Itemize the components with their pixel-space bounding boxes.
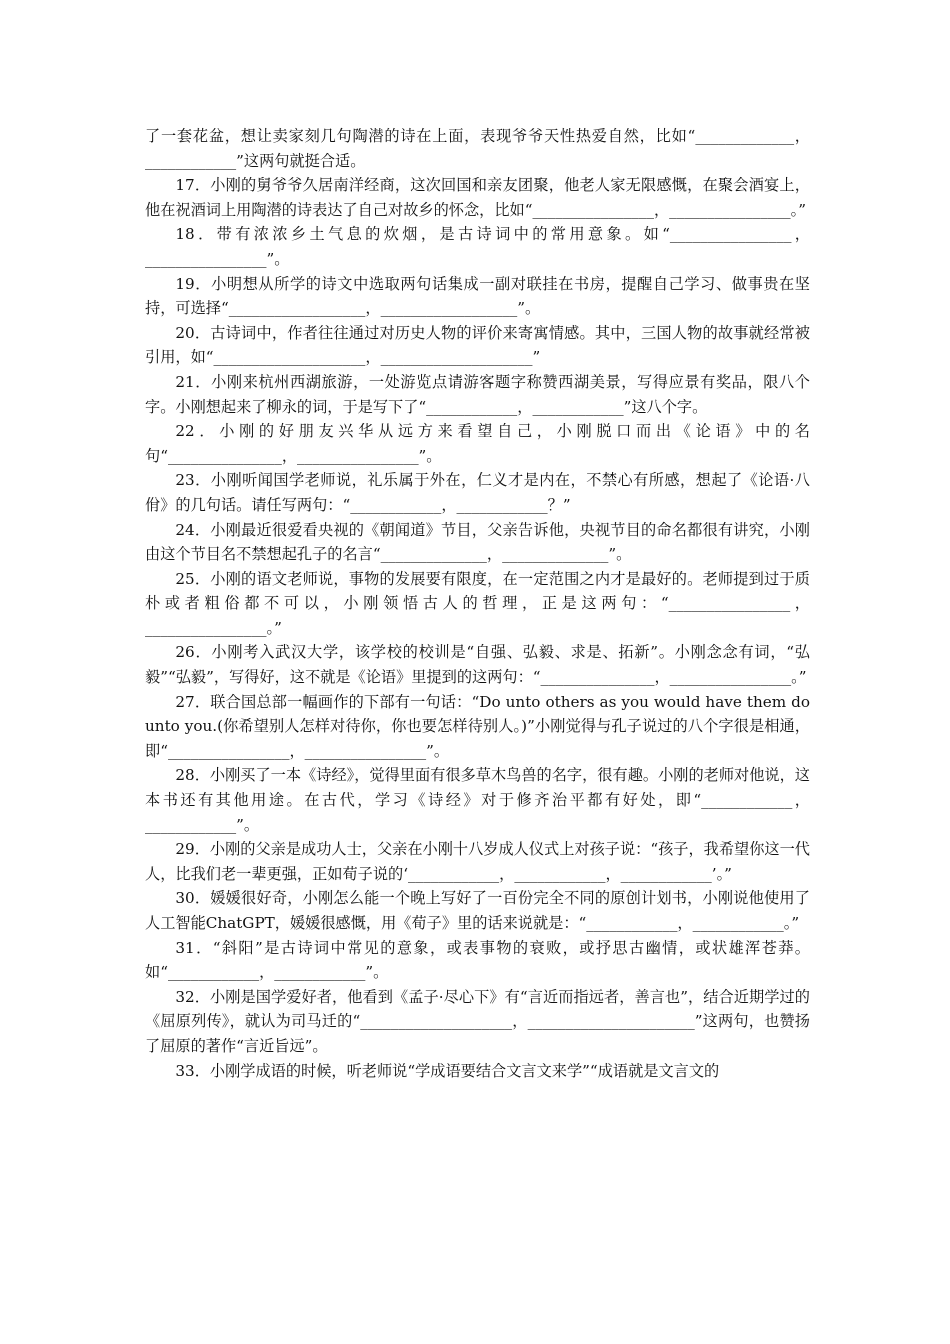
question-28: 28．小刚买了一本《诗经》，觉得里面有很多草木鸟兽的名字，很有趣。小刚的老师对他说，这本书还有其他用途。在古代，学习《诗经》对于修齐治平都有好处，即“____________，____________”。	[145, 766, 810, 834]
question-24: 24．小刚最近很爱看央视的《朝闻道》节目，父亲告诉他，央视节目的命名都很有讲究，小刚由这个节目名不禁想起孔子的名言“______________，______________”。	[145, 520, 810, 564]
document-page	[145, 124, 810, 1083]
question-33: 33．小刚学成语的时候，听老师说“学成语要结合文言文来学”“成语就是文言文的	[175, 1061, 720, 1080]
question-30: 30．媛媛很好奇，小刚怎么能一个晚上写好了一百份完全不同的原创计划书，小刚说他使用了人工智能ChatGPT，媛媛很感慨，用《荀子》里的话来说就是：“____________，____________。”	[145, 889, 810, 932]
question-27: 27．联合国总部一幅画作的下部有一句话：“Do unto others as you would have them do unto you.(你希望别人怎样对待你，你也要怎样待别人。)”小刚觉得与孔子说过的八个字很是相通，即“________________，________________”。	[145, 692, 810, 760]
question-21: 21．小刚来杭州西湖旅游，一处游览点请游客题字称赞西湖美景，写得应景有奖品，限八个字。小刚想起来了柳永的词，于是写下了“____________，____________”这八个字。	[145, 372, 810, 416]
question-29: 29．小刚的父亲是成功人士，父亲在小刚十八岁成人仪式上对孩子说：“孩子，我希望你这一代人，比我们老一辈更强，正如荀子说的‘____________，____________，____________’。”	[145, 840, 810, 883]
question-17: 17．小刚的舅爷爷久居南洋经商，这次回国和亲友团聚，他老人家无限感慨，在聚会酒宴上，他在祝酒词上用陶潜的诗表达了自己对故乡的怀念，比如“________________，________________。”	[145, 176, 810, 219]
question-26: 26．小刚考入武汉大学，该学校的校训是“自强、弘毅、求是、拓新”。小刚念念有词，“弘毅”“弘毅”，写得好，这不就是《论语》里提到的这两句：“_______________，________________。”	[145, 643, 810, 687]
question-32: 32．小刚是国学爱好者，他看到《孟子·尽心下》有“言近而指远者，善言也”，结合近期学过的《屈原列传》，就认为司马迁的“____________________，______________________”这两句，也赞扬了屈原的著作“言近旨远”。	[145, 987, 810, 1055]
question-19: 19．小明想从所学的诗文中选取两句话集成一副对联挂在书房，提醒自己学习、做事贵在坚持，可选择“__________________，__________________”。	[145, 274, 810, 318]
paragraph-16-continued: 了一套花盆，想让卖家刻几句陶潜的诗在上面，表现爷爷天性热爱自然，比如“_____________，____________”这两句就挺合适。	[145, 127, 810, 170]
question-20: 20．古诗词中，作者往往通过对历史人物的评价来寄寓情感。其中，三国人物的故事就经常被引用，如“____________________，____________________”	[145, 323, 810, 367]
question-31: 31．“斜阳”是古诗词中常见的意象，或表事物的衰败，或抒思古幽情，或状雄浑苍莽。如“____________，____________”。	[145, 938, 810, 982]
question-23: 23．小刚听闻国学老师说，礼乐属于外在，仁义才是内在，不禁心有所感，想起了《论语·八佾》的几句话。请任写两句：“____________，____________？”	[145, 471, 810, 514]
question-18: 18．带有浓浓乡土气息的炊烟，是古诗词中的常用意象。如“________________，________________”。	[145, 225, 810, 268]
question-22: 22．小刚的好朋友兴华从远方来看望自己，小刚脱口而出《论语》中的名句“_______________，________________”。	[145, 422, 810, 465]
question-25: 25．小刚的语文老师说，事物的发展要有限度，在一定范围之内才是最好的。老师提到过于质朴或者粗俗都不可以，小刚领悟古人的哲理，正是这两句：“________________，________________。”	[145, 569, 810, 637]
